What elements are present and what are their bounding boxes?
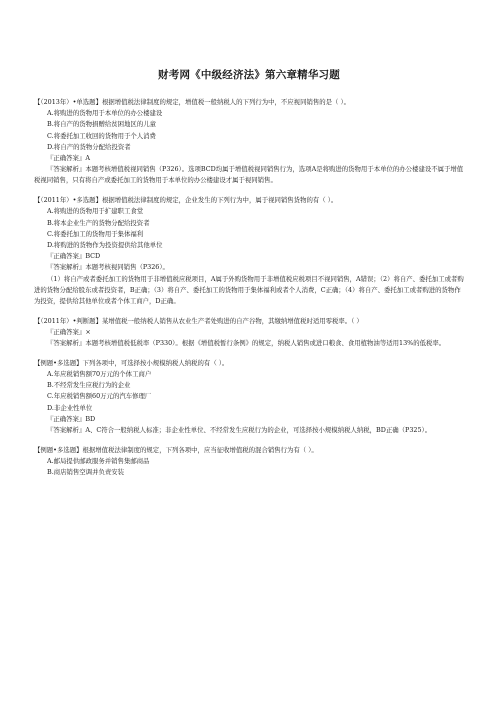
correct-answer: 『正确答案』A <box>47 154 90 163</box>
correct-answer: 『正确答案』BCD <box>47 252 101 261</box>
correct-answer: 『正确答案』BD <box>47 414 96 423</box>
question-1 <box>34 97 464 187</box>
option: B.商店销售空调并负责安装 <box>47 468 125 477</box>
option: B.将自产的货物捐赠给贫困地区的儿童 <box>47 120 156 129</box>
option: D.将购进的货物作为投资提供给其他单位 <box>47 240 163 249</box>
question-stem: 【（2011年）•多选题】根据增值税法律制度的规定，企业发生的下列行为中，属于视同销售货物的有（ ）。 <box>34 196 338 205</box>
answer-analysis: 『答案解析』本题考核增值税低税率（P330）。根据《增值税暂行条例》的规定，纳税人销售或进口粮食、食用植物油等适用13%的低税率。 <box>47 339 446 348</box>
correct-answer: 『正确答案』× <box>47 327 91 336</box>
question-3 <box>34 316 464 350</box>
answer-analysis: 『答案解析』A、C符合一般纳税人标准；非企业性单位、不经常发生应税行为的企业，可选择按小规模纳税人纳税，BD正确（P325）。 <box>47 425 432 434</box>
option: A.邮局提供邮政服务并销售集邮商品 <box>47 456 150 465</box>
option: D.非企业性单位 <box>47 403 93 412</box>
question-stem: 【（2013年）•单选题】根据增值税法律制度的规定，增值税一般纳税人的下列行为中，不应视同销售的是（ ）。 <box>34 98 351 106</box>
analysis-detail: （1）将自产或者委托加工的货物用于非增值税应税项目，A属于外购货物用于非增值税应税项目不视同销售，A错误；（2）将自产、委托加工或者购进的货物分配给股东或者投资者，B正确；（3）将自产、委托加工的货物用于集体福利或者个人消费，C正确；（4）将自产、委托加工或者购进的货物作为投资，提供给其他单位或者个体工商户，D正确。 <box>34 274 464 305</box>
question-4 <box>34 358 464 436</box>
option: A.将购进的货物用于本单位的办公楼建设 <box>47 109 163 118</box>
question-stem: 【例题•多选题】根据增值税法律制度的规定，下列各项中，应当征收增值税的混合销售行为有（ ）。 <box>34 445 318 454</box>
document-title: 财考网《中级经济法》第六章精华习题 <box>158 69 340 81</box>
question-stem: 【（2011年）•判断题】某增值税一般纳税人销售从农业生产者处购进的自产谷物，其缴纳增值税时适用零税率。（ ） <box>34 316 363 325</box>
option: B.不经常发生应税行为的企业 <box>47 381 131 390</box>
document-content <box>34 97 464 487</box>
option: B.将本企业生产的货物分配给投资者 <box>47 218 150 227</box>
answer-analysis: 『答案解析』本题考核视同销售（P326）。 <box>47 263 169 272</box>
answer-analysis: 『答案解析』本题考核增值税视同销售（P326）。选项BCD均属于增值税视同销售行为，选项A是将购进的货物用于本单位的办公楼建设不属于增值税视同销售，只有将自产或委托加工的货物用于本单位的办公楼建设才属于视同销售。 <box>34 165 464 185</box>
option: A.将购进的货物用于扩建职工食堂 <box>47 207 144 216</box>
question-5 <box>34 445 464 479</box>
question-2 <box>34 195 464 307</box>
option: D.将自产的货物分配给投资者 <box>47 142 131 151</box>
option: C.将委托加工的货物用于集体福利 <box>47 229 144 238</box>
question-stem: 【例题•多选题】下列各项中，可选择按小规模纳税人纳税的有（ ）。 <box>34 358 229 367</box>
option: A.年应税销售额70万元的个体工商户 <box>47 369 152 378</box>
option: C.年应税销售额60万元的汽车修理厂 <box>47 392 152 401</box>
option: C.将委托加工收回的货物用于个人消费 <box>47 131 156 140</box>
